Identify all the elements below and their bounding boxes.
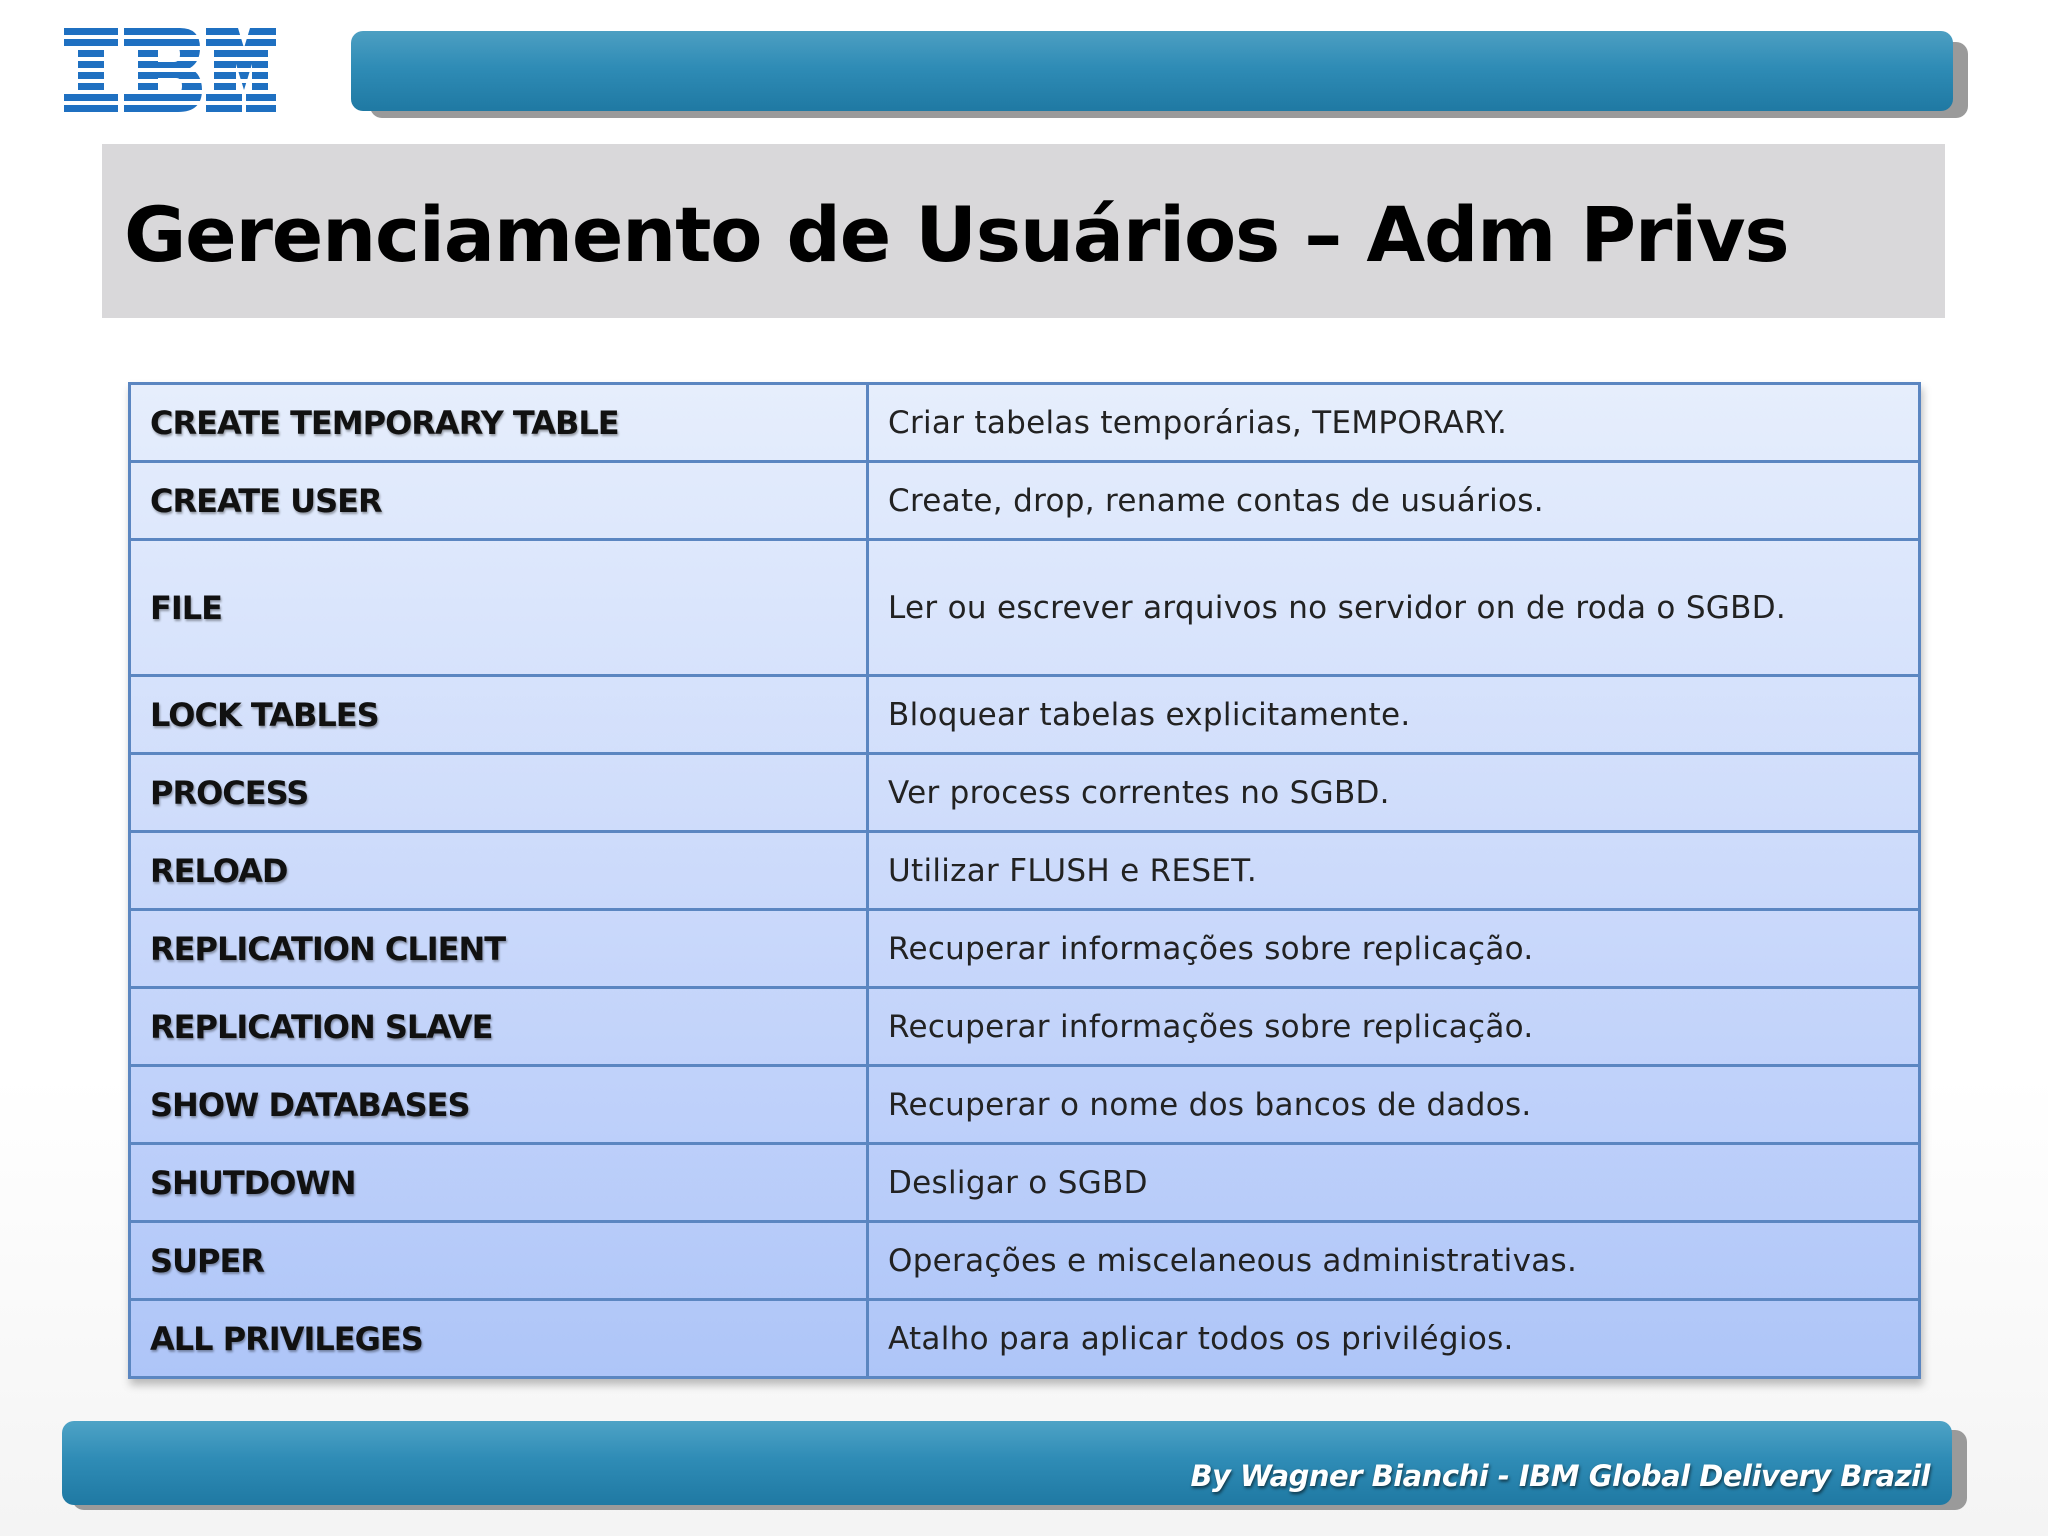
privilege-description-cell: Recuperar informações sobre replicação.: [868, 910, 1920, 988]
privilege-name-cell: REPLICATION SLAVE: [130, 988, 868, 1066]
privilege-name-cell: REPLICATION CLIENT: [130, 910, 868, 988]
privilege-description-cell: Criar tabelas temporárias, TEMPORARY.: [868, 384, 1920, 462]
table-row: [130, 1222, 1920, 1300]
ibm-logo-graphic: [62, 28, 280, 112]
privilege-name-cell: RELOAD: [130, 832, 868, 910]
privilege-name-cell: PROCESS: [130, 754, 868, 832]
privilege-description-cell: Ler ou escrever arquivos no servidor on de roda o SGBD.: [868, 540, 1920, 676]
svg-text:®: ®: [268, 105, 277, 112]
ibm-logo: [62, 28, 280, 112]
slide-title: Gerenciamento de Usuários – Adm Privs: [124, 190, 1789, 279]
privilege-name-cell: SUPER: [130, 1222, 868, 1300]
privilege-description-cell: Ver process correntes no SGBD.: [868, 754, 1920, 832]
privilege-description-cell: Atalho para aplicar todos os privilégios.: [868, 1300, 1920, 1378]
privilege-description-cell: Utilizar FLUSH e RESET.: [868, 832, 1920, 910]
privilege-description-cell: Create, drop, rename contas de usuários.: [868, 462, 1920, 540]
header-bar: [351, 31, 1953, 111]
table-row: [130, 384, 1920, 462]
privilege-name-cell: LOCK TABLES: [130, 676, 868, 754]
footer-bar: [62, 1421, 1952, 1505]
privileges-table: [128, 382, 1921, 1379]
table-row: [130, 910, 1920, 988]
table-row: [130, 754, 1920, 832]
privilege-description-cell: Recuperar informações sobre replicação.: [868, 988, 1920, 1066]
privileges-table-body: [130, 384, 1920, 1378]
privilege-name-cell: SHOW DATABASES: [130, 1066, 868, 1144]
table-row: [130, 540, 1920, 676]
table-row: [130, 1066, 1920, 1144]
table-row: [130, 988, 1920, 1066]
table-row: [130, 462, 1920, 540]
privilege-description-cell: Operações e miscelaneous administrativas.: [868, 1222, 1920, 1300]
table-row: [130, 832, 1920, 910]
title-band: [102, 144, 1945, 318]
table-row: [130, 1144, 1920, 1222]
table-row: [130, 676, 1920, 754]
table-row: [130, 1300, 1920, 1378]
privilege-description-cell: Bloquear tabelas explicitamente.: [868, 676, 1920, 754]
privilege-name-cell: SHUTDOWN: [130, 1144, 868, 1222]
privilege-name-cell: ALL PRIVILEGES: [130, 1300, 868, 1378]
privilege-description-cell: Desligar o SGBD: [868, 1144, 1920, 1222]
privilege-description-cell: Recuperar o nome dos bancos de dados.: [868, 1066, 1920, 1144]
privilege-name-cell: FILE: [130, 540, 868, 676]
footer-credit: By Wagner Bianchi - IBM Global Delivery Brazil: [1190, 1459, 1930, 1493]
privilege-name-cell: CREATE TEMPORARY TABLE: [130, 384, 868, 462]
privilege-name-cell: CREATE USER: [130, 462, 868, 540]
